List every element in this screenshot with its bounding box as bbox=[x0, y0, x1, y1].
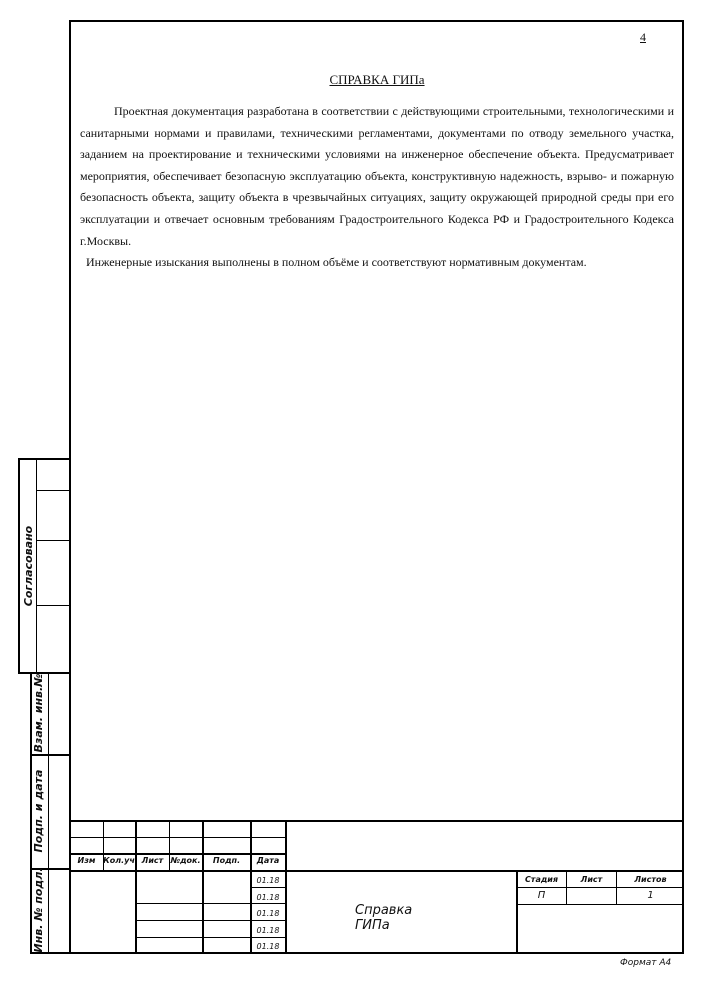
header-sign: Подп. bbox=[212, 856, 241, 865]
header-izm: Изм bbox=[77, 856, 96, 865]
sheets-label: Листов bbox=[634, 875, 667, 884]
header-kol-uch: Кол.уч bbox=[103, 856, 135, 865]
replaced-inv-label: Взам. инв.№ bbox=[32, 673, 45, 753]
paragraph: Инженерные изыскания выполнены в полном объёме и соответствуют нормативным документам. bbox=[86, 255, 587, 270]
date-cell: 01.18 bbox=[256, 876, 280, 885]
document-title: СПРАВКА ГИПа bbox=[329, 72, 425, 87]
date-cell: 01.18 bbox=[256, 926, 280, 935]
header-list: Лист bbox=[141, 856, 164, 865]
date-cell: 01.18 bbox=[256, 893, 280, 902]
stage-label: Стадия bbox=[524, 875, 559, 884]
body-text bbox=[80, 101, 674, 274]
sheet-label: Лист bbox=[580, 875, 603, 884]
date-cell: 01.18 bbox=[256, 909, 280, 918]
sign-date-label: Подп. и дата bbox=[32, 769, 45, 853]
page-number: 4 bbox=[640, 30, 646, 44]
date-cell: 01.18 bbox=[256, 942, 280, 951]
sheets-value: 1 bbox=[647, 890, 654, 901]
inv-orig-label: Инв. № подл. bbox=[32, 867, 45, 953]
header-doc-num: №док. bbox=[170, 856, 201, 865]
agreed-label: Согласовано bbox=[22, 525, 35, 607]
document-name: Справка ГИПа bbox=[355, 903, 413, 933]
paragraph: Проектная документация разработана в соответствии с действующими строительными, технологическими и санитарными нормами и правилами, техническими регламентами, документами по отводу земельного участка, заданием на проектирование и техническими условиями на инженерное обеспечение объекта. Предусматривает мероприятия, обеспечивает безопасную эксплуатацию объекта, конструктивную надежность, взрыво- и пожарную безопасность объекта, защиту объекта в чрезвычайных ситуациях, защиту окружающей природной среды при его эксплуатации и отвечает основным требованиям Градостроительного Кодекса РФ и Градостроительного Кодекса г.Москвы. bbox=[80, 104, 674, 248]
stage-value: П bbox=[537, 890, 546, 901]
format-label: Формат А4 bbox=[620, 958, 672, 968]
header-date: Дата bbox=[256, 856, 280, 865]
